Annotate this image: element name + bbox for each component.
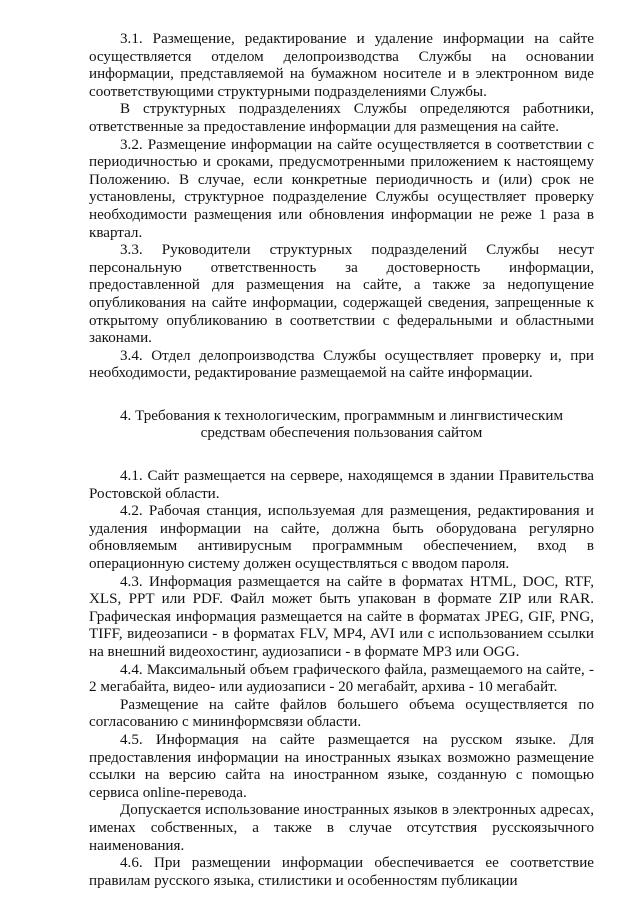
paragraph-3-1-responsible: В структурных подразделениях Службы определяются работники, ответственные за предоставление информации для размещения на сайте. <box>89 101 594 135</box>
paragraph-3-3: 3.3. Руководители структурных подразделений Службы несут персональную ответственность за достоверность информации, предоставленной для размещения на сайте, а также за недопущение опубликования на сайте информации, содержащей сведения, запрещенные к открытому опубликованию в соответствии с федеральными и областными законами. <box>89 242 594 347</box>
section-heading-line-2: средствам обеспечения пользования сайтом <box>200 425 483 442</box>
paragraph-3-2: 3.2. Размещение информации на сайте осуществляется в соответствии с периодичностью и сроками, предусмотренными приложением к настоящему Положению. В случае, если конкретные периодичность и (или) срок не установлены, структурное подразделение Службы осуществляет проверку необходимости размещения или обновления информации не реже 1 раза в квартал. <box>89 136 594 241</box>
section-gap <box>89 443 594 468</box>
paragraph-3-4: 3.4. Отдел делопроизводства Службы осуществляет проверку и, при необходимости, редактирование размещаемой на сайте информации. <box>89 347 594 382</box>
paragraph-3-1: 3.1. Размещение, редактирование и удаление информации на сайте осуществляется отделом делопроизводства Службы на основании информации, представляемой на бумажном носителе и в электронном виде соответствующими структурными подразделениями Службы. <box>89 31 594 100</box>
paragraph-4-5: 4.5. Информация на сайте размещается на русском языке. Для предоставления информации на иностранных языках возможно размещение ссылки на версию сайта на иностранном языке, созданную с помощью сервиса online-перевода. <box>89 731 594 801</box>
paragraph-4-5-foreign-languages: Допускается использование иностранных языков в электронных адресах, именах собственных, а также в случае отсутствия русскоязычного наименования. <box>89 802 594 854</box>
paragraph-4-2: 4.2. Рабочая станция, используемая для размещения, редактирования и удаления информации на сайте, должна быть оборудована регулярно обновляемым антивирусным программным обеспечением, вход в операционную систему должен осуществляться с вводом пароля. <box>89 503 594 573</box>
document-page <box>89 31 594 890</box>
section-heading <box>89 408 594 443</box>
paragraph-4-4-large-files: Размещение на сайте файлов большего объема осуществляется по согласованию с мининформсвязи области. <box>89 696 594 731</box>
paragraph-4-4: 4.4. Максимальный объем графического файла, размещаемого на сайте, - 2 мегабайта, видео- или аудиозаписи - 20 мегабайт, архива - 10 мегабайт. <box>89 661 594 696</box>
paragraph-4-3: 4.3. Информация размещается на сайте в форматах HTML, DOC, RTF, XLS, PPT или PDF. Файл может быть упакован в формате ZIP или RAR. Графическая информация размещается на сайте в форматах JPEG, GIF, PNG, TIFF, видеозаписи - в форматах FLV, MP4, AVI или с использованием ссылки на внешний видеохостинг, аудиозаписи - в формате MP3 или OGG. <box>89 573 594 660</box>
paragraph-4-1: 4.1. Сайт размещается на сервере, находящемся в здании Правительства Ростовской области. <box>89 468 594 502</box>
section-gap <box>89 383 594 408</box>
section-heading-line-1: 4. Требования к технологическим, программным и лингвистическим <box>120 407 563 424</box>
paragraph-4-6: 4.6. При размещении информации обеспечивается ее соответствие правилам русского языка, стилистики и особенностям публикации <box>89 855 594 889</box>
